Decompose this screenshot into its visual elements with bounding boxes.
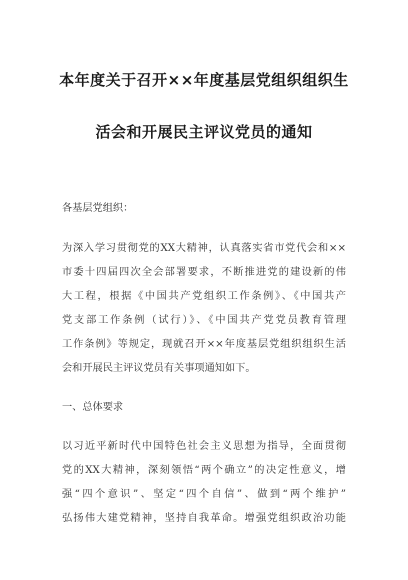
paragraph-1-line-3: 大工程，根据《中国共产党组织工作条例》、《中国共产	[62, 291, 346, 302]
document-title-line-2: 活会和开展民主评议党员的通知	[95, 123, 313, 141]
section-heading-general-requirements: 一、总体要求	[62, 402, 124, 413]
paragraph-2-line-1: 以习近平新时代中国特色社会主义思想为指导，全面贯彻	[62, 441, 346, 452]
paragraph-2-line-3: 强“四个意识”、坚定“四个自信”、做到“两个维护”	[62, 489, 346, 500]
paragraph-1-line-4: 党支部工作条例（试行）》、《中国共产党党员教育管理	[62, 315, 346, 326]
paragraph-1-line-2: 市委十四届四次全会部署要求，不断推进党的建设新的伟	[62, 267, 346, 278]
paragraph-2-line-2: 党的XX大精神，深刻领悟“两个确立”的决定性意义，增	[62, 465, 346, 476]
paragraph-2-line-4: 弘扬伟大建党精神，坚持自我革命。增强党组织政治功能	[62, 513, 346, 524]
paragraph-1-line-5: 工作条例》等规定，现就召开××年度基层党组织组织生活	[62, 339, 346, 350]
paragraph-1-line-6: 会和开展民主评议党员有关事项通知如下。	[62, 363, 256, 374]
paragraph-1-line-1: 为深入学习贯彻党的XX大精神，认真落实省市党代会和××	[62, 243, 346, 254]
salutation: 各基层党组织：	[62, 203, 134, 214]
document-title-line-1: 本年度关于召开××年度基层党组织组织生	[59, 71, 349, 89]
